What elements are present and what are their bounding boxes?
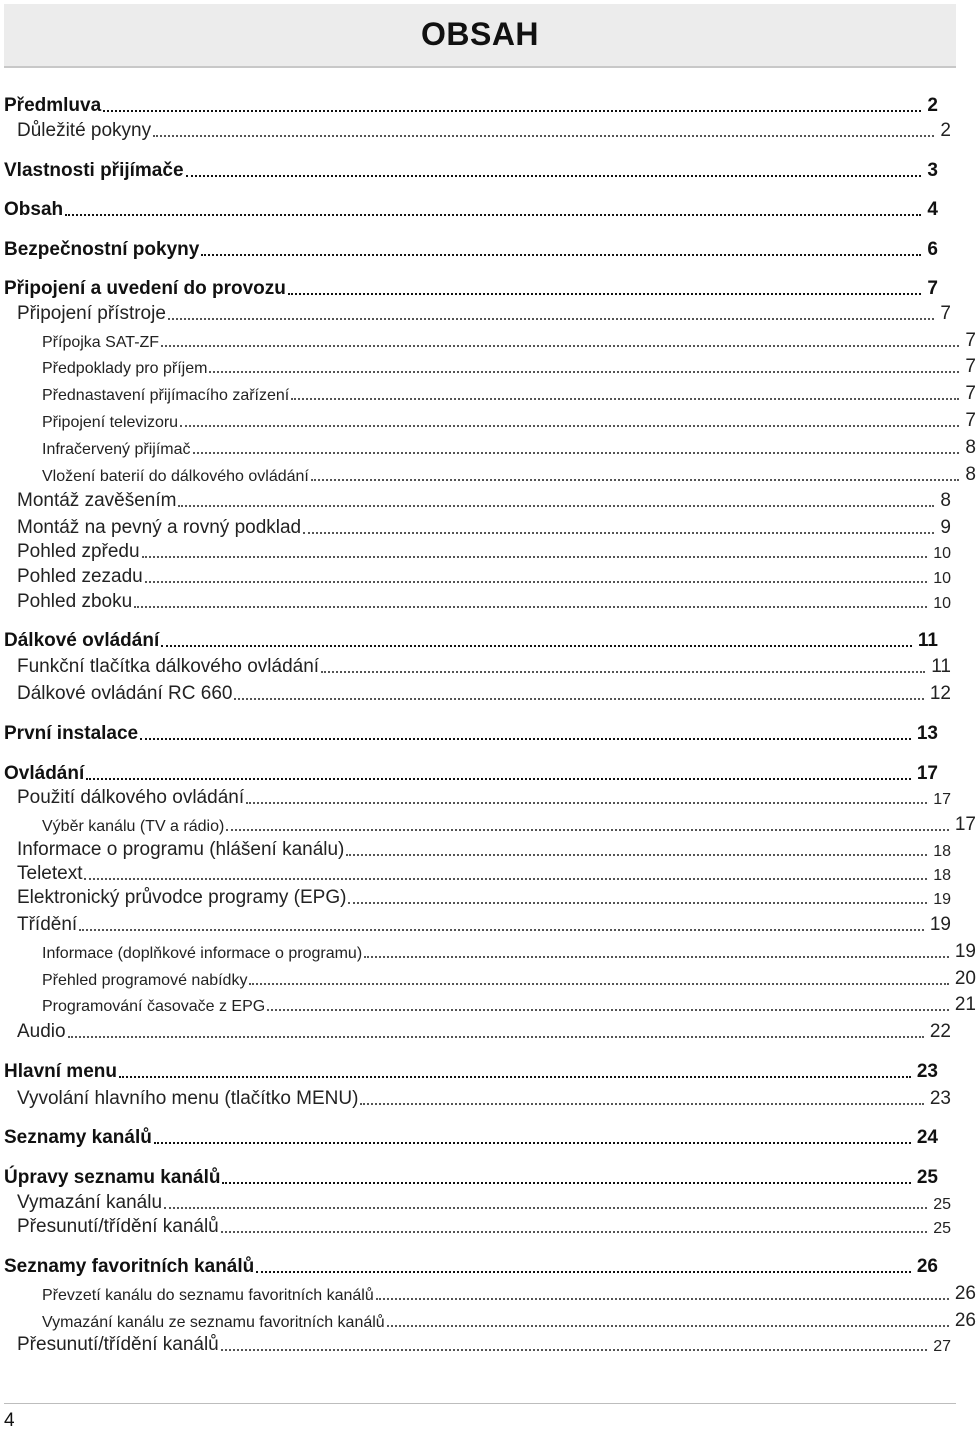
dot-leader <box>321 671 925 673</box>
toc-entry-page: 27 <box>933 1338 951 1355</box>
toc-entry-page: 7 <box>927 278 938 299</box>
toc-entry-title: Vlastnosti přijímače <box>4 160 184 181</box>
toc-entry-title: Ovládání <box>4 763 85 784</box>
toc-entry-title: Přesunutí/třídění kanálů <box>17 1334 219 1355</box>
toc-entry-page: 2 <box>940 120 951 141</box>
toc-entry[interactable] <box>0 1254 938 1278</box>
toc-entry[interactable] <box>0 539 951 563</box>
toc-entry-title: Pohled zboku <box>17 591 133 612</box>
dot-leader <box>142 556 928 558</box>
dot-leader <box>161 345 959 347</box>
toc-entry[interactable] <box>0 381 976 405</box>
toc-entry-page: 7 <box>965 383 976 404</box>
dot-leader <box>209 371 959 373</box>
toc-entry[interactable] <box>0 681 951 705</box>
dot-leader <box>311 479 960 481</box>
toc-entry-title: Připojení televizoru <box>42 414 179 431</box>
toc-entry[interactable] <box>0 966 976 990</box>
toc-entry-page: 7 <box>965 330 976 351</box>
dot-leader <box>348 902 927 904</box>
toc-entry[interactable] <box>0 354 976 378</box>
toc-entry-page: 20 <box>954 968 976 989</box>
toc-entry-page: 18 <box>933 843 951 860</box>
toc-entry-title: Funkční tlačítka dálkového ovládání <box>17 656 320 677</box>
toc-entry-page: 8 <box>940 490 951 511</box>
toc-entry-title: Důležité pokyny <box>17 120 152 141</box>
toc-entry-title: Připojení přístroje <box>17 303 166 324</box>
toc-entry[interactable] <box>0 328 976 352</box>
toc-entry[interactable] <box>0 939 976 963</box>
dot-leader <box>360 1103 923 1105</box>
toc-entry[interactable] <box>0 1190 951 1214</box>
toc-entry-page: 18 <box>933 867 951 884</box>
toc-entry[interactable] <box>0 515 951 539</box>
dot-leader <box>246 802 927 804</box>
dot-leader <box>134 606 927 608</box>
dot-leader <box>164 1207 927 1209</box>
toc-entry[interactable] <box>0 118 951 142</box>
toc-entry-page: 19 <box>954 941 976 962</box>
toc-entry-title: Výběr kanálu (TV a rádio) <box>42 818 225 835</box>
toc-entry-title: Montáž na pevný a rovný podklad <box>17 517 302 538</box>
dot-leader <box>288 293 922 295</box>
dot-leader <box>303 532 934 534</box>
toc-entry[interactable] <box>0 93 938 117</box>
dot-leader <box>178 505 934 507</box>
toc-entry-title: Pohled zpředu <box>17 541 140 562</box>
toc-entry[interactable] <box>0 564 951 588</box>
dot-leader <box>103 110 921 112</box>
dot-leader <box>376 1298 949 1300</box>
dot-leader <box>226 829 949 831</box>
dot-leader <box>387 1325 949 1327</box>
toc-entry[interactable] <box>0 785 951 809</box>
toc-entry[interactable] <box>0 761 938 785</box>
toc-entry-page: 17 <box>954 814 976 835</box>
toc-entry[interactable] <box>0 1059 938 1083</box>
toc-entry-page: 10 <box>933 570 951 587</box>
toc-entry[interactable] <box>0 408 976 432</box>
toc-entry-title: Vložení baterií do dálkového ovládání <box>42 468 309 485</box>
toc-entry-title: Bezpečnostní pokyny <box>4 239 200 260</box>
toc-entry-title: Úpravy seznamu kanálů <box>4 1167 221 1188</box>
toc-entry[interactable] <box>0 589 951 613</box>
dot-leader <box>180 425 959 427</box>
dot-leader <box>221 1349 927 1351</box>
toc-entry[interactable] <box>0 812 976 836</box>
toc-entry-title: Teletext <box>17 863 83 884</box>
toc-entry-page: 26 <box>954 1310 976 1331</box>
toc-entry[interactable] <box>0 435 976 459</box>
toc-entry-title: Přehled programové nabídky <box>42 972 248 989</box>
toc-entry[interactable] <box>0 992 976 1016</box>
toc-entry-title: Seznamy kanálů <box>4 1127 152 1148</box>
toc-entry-page: 13 <box>916 723 938 744</box>
toc-entry-page: 9 <box>940 517 951 538</box>
dot-leader <box>222 1182 910 1184</box>
toc-entry-title: Předpoklady pro příjem <box>42 360 208 377</box>
dot-leader <box>291 398 959 400</box>
dot-leader <box>86 778 911 780</box>
toc-entry[interactable] <box>0 1125 938 1149</box>
toc-entry-page: 26 <box>916 1256 938 1277</box>
toc-entry-page: 7 <box>965 356 976 377</box>
toc-entry[interactable] <box>0 276 938 300</box>
toc-entry-page: 10 <box>933 595 951 612</box>
toc-entry-title: Pohled zezadu <box>17 566 143 587</box>
toc-entry-title: Audio <box>17 1021 66 1042</box>
toc-entry-title: Připojení a uvedení do provozu <box>4 278 286 299</box>
toc-entry-page: 23 <box>916 1061 938 1082</box>
toc-entry[interactable] <box>0 912 951 936</box>
toc-entry[interactable] <box>0 1332 951 1356</box>
toc-entry-title: První instalace <box>4 723 139 744</box>
toc-entry-title: Vymazání kanálu ze seznamu favoritních kanálů <box>42 1314 385 1331</box>
toc-entry-title: Seznamy favoritních kanálů <box>4 1256 255 1277</box>
toc-entry-page: 19 <box>933 891 951 908</box>
dot-leader <box>140 738 911 740</box>
toc-entry[interactable] <box>0 1165 938 1189</box>
toc-entry-page: 17 <box>916 763 938 784</box>
toc-entry-title: Obsah <box>4 199 64 220</box>
toc-entry-title: Infračervený přijímač <box>42 441 191 458</box>
dot-leader <box>256 1271 911 1273</box>
toc-entry[interactable] <box>0 1086 951 1110</box>
dot-leader <box>161 645 912 647</box>
toc-entry[interactable] <box>0 301 951 325</box>
toc-entry-page: 23 <box>929 1088 951 1109</box>
toc-entry-page: 19 <box>929 914 951 935</box>
toc-entry-title: Montáž zavěšením <box>17 490 177 511</box>
toc-entry-title: Přípojka SAT-ZF <box>42 334 160 351</box>
toc-entry-title: Informace o programu (hlášení kanálu) <box>17 839 345 860</box>
toc-entry-title: Použití dálkového ovládání <box>17 787 245 808</box>
toc-entry-page: 11 <box>917 630 938 651</box>
toc-entry-title: Přesunutí/třídění kanálů <box>17 1216 219 1237</box>
toc-entry-title: Programování časovače z EPG <box>42 998 266 1015</box>
dot-leader <box>84 878 927 880</box>
toc-entry-title: Informace (doplňkové informace o programu) <box>42 945 363 962</box>
toc-entry-page: 2 <box>927 95 938 116</box>
toc-entry[interactable] <box>0 861 951 885</box>
toc-entry-page: 8 <box>965 464 976 485</box>
dot-leader <box>249 983 948 985</box>
dot-leader <box>234 698 923 700</box>
toc-entry-title: Vyvolání hlavního menu (tlačítko MENU) <box>17 1088 359 1109</box>
dot-leader <box>201 254 921 256</box>
page-number: 4 <box>4 1410 15 1431</box>
toc-entry-page: 25 <box>916 1167 938 1188</box>
dot-leader <box>68 1036 924 1038</box>
toc-entry-title: Přednastavení přijímacího zařízení <box>42 387 290 404</box>
toc-entry-page: 8 <box>965 437 976 458</box>
toc-entry[interactable] <box>0 462 976 486</box>
toc-entry-page: 21 <box>954 994 976 1015</box>
toc-entry-page: 25 <box>933 1196 951 1213</box>
toc-entry-title: Elektronický průvodce programy (EPG) <box>17 887 347 908</box>
toc-entry-title: Hlavní menu <box>4 1061 117 1082</box>
toc-entry[interactable] <box>0 885 951 909</box>
dot-leader <box>168 318 935 320</box>
toc-entry-page: 3 <box>927 160 938 181</box>
toc-entry-page: 12 <box>929 683 951 704</box>
toc-entry[interactable] <box>0 1281 976 1305</box>
dot-leader <box>186 175 922 177</box>
dot-leader <box>145 581 927 583</box>
dot-leader <box>346 854 927 856</box>
dot-leader <box>221 1231 927 1233</box>
toc-entry-title: Dálkové ovládání RC 660 <box>17 683 233 704</box>
toc-entry[interactable] <box>0 1019 951 1043</box>
toc-entry-title: Převzetí kanálu do seznamu favoritních kanálů <box>42 1287 374 1304</box>
toc-entry[interactable] <box>0 654 951 678</box>
toc-entry-title: Předmluva <box>4 95 102 116</box>
toc-entry[interactable] <box>0 237 938 261</box>
footer-divider <box>4 1403 956 1404</box>
dot-leader <box>193 452 960 454</box>
toc-entry-title: Vymazání kanálu <box>17 1192 163 1213</box>
toc-entry[interactable] <box>0 1308 976 1332</box>
dot-leader <box>364 956 949 958</box>
toc-entry-title: Třídění <box>17 914 78 935</box>
toc-entry[interactable] <box>0 197 938 221</box>
dot-leader <box>79 929 924 931</box>
toc-entry[interactable] <box>0 628 938 652</box>
toc-entry[interactable] <box>0 158 938 182</box>
dot-leader <box>65 214 921 216</box>
toc-entry[interactable] <box>0 488 951 512</box>
dot-leader <box>267 1009 949 1011</box>
dot-leader <box>119 1076 911 1078</box>
toc-entry[interactable] <box>0 1214 951 1238</box>
toc-entry[interactable] <box>0 721 938 745</box>
dot-leader <box>153 135 934 137</box>
toc-entry-page: 24 <box>916 1127 938 1148</box>
toc-entry-page: 22 <box>929 1021 951 1042</box>
toc-entry-page: 7 <box>940 303 951 324</box>
dot-leader <box>154 1142 911 1144</box>
toc-entry-page: 7 <box>965 410 976 431</box>
toc-entry-page: 10 <box>933 545 951 562</box>
toc-entry-page: 11 <box>931 656 951 677</box>
toc-entry-page: 6 <box>927 239 938 260</box>
toc-entry-title: Dálkové ovládání <box>4 630 160 651</box>
toc-entry-page: 17 <box>933 791 951 808</box>
toc-entry-page: 25 <box>933 1220 951 1237</box>
toc-entry-page: 26 <box>954 1283 976 1304</box>
page-title: OBSAH <box>420 16 540 52</box>
toc-entry-page: 4 <box>927 199 938 220</box>
toc-entry[interactable] <box>0 837 951 861</box>
